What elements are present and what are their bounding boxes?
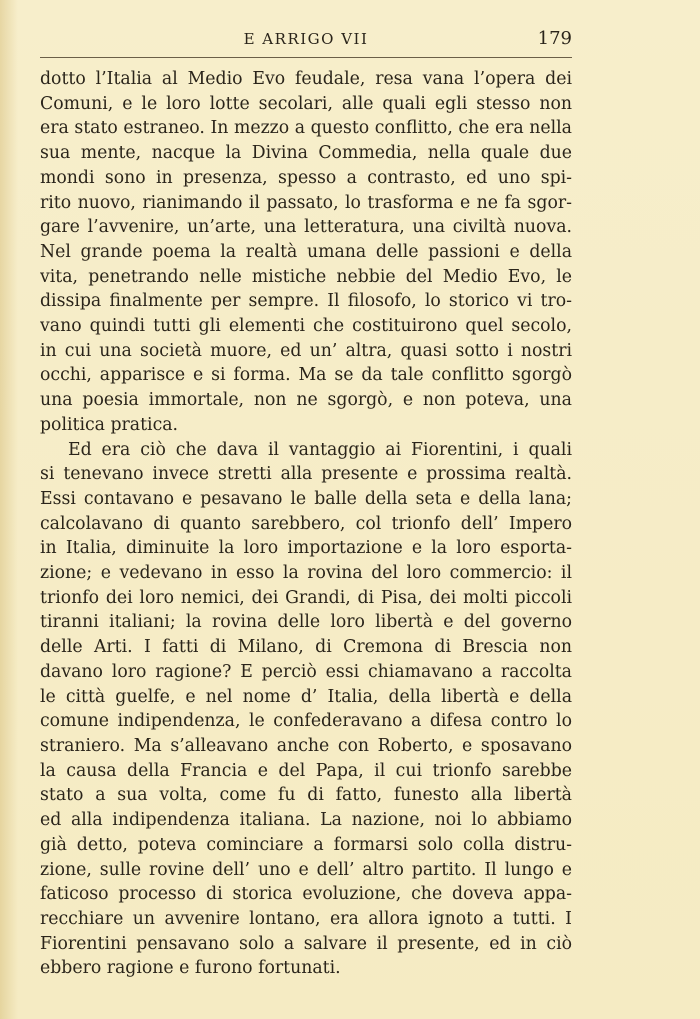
text-line: davano loro ragione? E perciò essi chiamavano a raccolta bbox=[40, 661, 572, 682]
text-line: vano quindi tutti gli elementi che costituirono quel secolo, bbox=[40, 316, 572, 337]
text-line: Ed era ciò che dava il vantaggio ai Fiorentini, i quali bbox=[68, 439, 572, 460]
text-line: trionfo dei loro nemici, dei Grandi, di Pisa, dei molti piccoli bbox=[40, 587, 572, 608]
text-line: già detto, poteva cominciare a formarsi solo colla distru- bbox=[40, 834, 572, 855]
text-line: Nel grande poema la realtà umana delle passioni e della bbox=[40, 241, 572, 262]
text-line: dotto l’Italia al Medio Evo feudale, resa vana l’opera dei bbox=[40, 69, 572, 89]
page-number: 179 bbox=[537, 28, 572, 49]
text-line: tiranni italiani; la rovina delle loro libertà e del governo bbox=[40, 612, 572, 633]
text-line: recchiare un avvenire lontano, era allora ignoto a tutti. I bbox=[40, 908, 572, 929]
text-line: comune indipendenza, le confederavano a difesa contro lo bbox=[40, 711, 572, 732]
text-line: in Italia, diminuite la loro importazione e la loro esporta- bbox=[40, 538, 572, 559]
text-line: faticoso processo di storica evoluzione, che doveva appa- bbox=[40, 884, 572, 905]
text-line: era stato estraneo. In mezzo a questo conflitto, che era nella bbox=[40, 118, 572, 139]
text-line: ebbero ragione e furono fortunati. bbox=[40, 958, 341, 979]
text-line: stato a sua volta, come fu di fatto, funesto alla libertà bbox=[40, 785, 572, 806]
running-title: E ARRIGO VII bbox=[243, 30, 369, 48]
text-line: Fiorentini pensavano solo a salvare il presente, ed in ciò bbox=[40, 933, 572, 954]
body-text bbox=[40, 67, 572, 981]
header-rule bbox=[40, 57, 572, 58]
text-line: Essi contavano e pesavano le balle della seta e della lana; bbox=[40, 488, 572, 509]
text-line: occhi, apparisce e si forma. Ma se da tale conflitto sgorgò bbox=[40, 365, 572, 386]
paragraph bbox=[40, 438, 572, 981]
text-line: politica pratica. bbox=[40, 414, 179, 435]
text-line: dissipa finalmente per sempre. Il filosofo, lo storico vi tro- bbox=[40, 291, 572, 312]
text-line: le città guelfe, e nel nome d’ Italia, della libertà e della bbox=[40, 686, 572, 707]
paragraph bbox=[40, 67, 572, 438]
text-line: straniero. Ma s’alleavano anche con Roberto, e sposavano bbox=[40, 735, 572, 756]
text-line: rito nuovo, rianimando il passato, lo trasforma e ne fa sgor- bbox=[40, 192, 572, 213]
text-line: zione, sulle rovine dell’ uno e dell’ altro partito. Il lungo e bbox=[40, 859, 572, 880]
text-line: ed alla indipendenza italiana. La nazione, noi lo abbiamo bbox=[40, 810, 572, 831]
text-line: sua mente, nacque la Divina Commedia, nella quale due bbox=[40, 143, 572, 164]
text-line: in cui una società muore, ed un’ altra, quasi sotto i nostri bbox=[40, 340, 572, 361]
text-line: mondi sono in presenza, spesso a contrasto, ed uno spi- bbox=[40, 167, 572, 188]
text-line: zione; e vedevano in esso la rovina del loro commercio: il bbox=[40, 563, 572, 584]
page-header bbox=[40, 30, 572, 56]
text-line: si tenevano invece stretti alla presente e prossima realtà. bbox=[40, 464, 572, 485]
text-line: la causa della Francia e del Papa, il cui trionfo sarebbe bbox=[40, 760, 572, 781]
text-line: Comuni, e le loro lotte secolari, alle quali egli stesso non bbox=[40, 93, 572, 114]
text-line: delle Arti. I fatti di Milano, di Cremona di Brescia non bbox=[40, 637, 572, 658]
text-line: una poesia immortale, non ne sgorgò, e non poteva, una bbox=[40, 390, 572, 411]
text-line: calcolavano di quanto sarebbero, col trionfo dell’ Impero bbox=[40, 513, 572, 534]
text-line: vita, penetrando nelle mistiche nebbie del Medio Evo, le bbox=[40, 266, 572, 287]
text-line: gare l’avvenire, un’arte, una letteratura, una civiltà nuova. bbox=[40, 217, 572, 238]
